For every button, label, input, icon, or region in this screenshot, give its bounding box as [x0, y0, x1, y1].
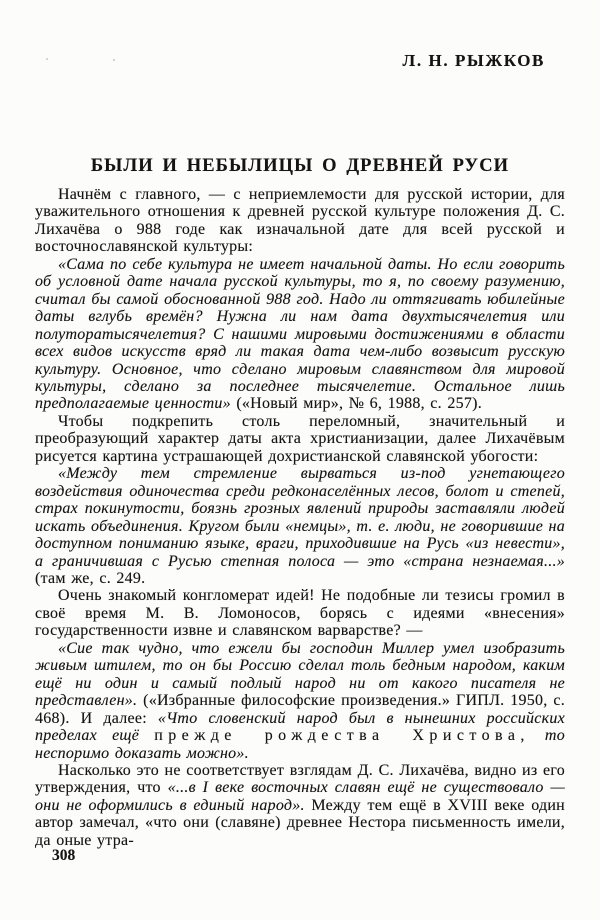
text-run-regular: («Избранные философские произведения.» ГИПЛ. 1950, с. 468). И далее: — [35, 692, 565, 727]
text-run-regular: Очень знакомый конгломерат идей! Не подобные ли тезисы громил в своё время М. В. Ломоносов, борясь с идеями «внесения» государственности извне и славянском варварстве? — — [35, 587, 565, 640]
text-run-regular: («Новый мир», № 6, 1988, с. 257). — [230, 395, 482, 413]
text-run-italic: «...в I веке восточных славян ещё не существовало — они не оформились в единый народ». — [35, 779, 565, 814]
text-run-regular: Между тем ещё в XVIII веке один автор замечал, «что они (славяне) древнее Нестора письменность имели, да оные утра- — [35, 796, 565, 849]
text-run-spaced: прежде рождества Христова, — [154, 727, 530, 745]
paragraph — [35, 640, 565, 762]
text-run-regular: Чтобы подкрепить столь переломный, значительный и преобразующий характер даты акта христианизации, далее Лихачёвым рисуется картина устрашающей дохристианской славянской убогости: — [35, 412, 565, 465]
text-run-italic: «Сама по себе культура не имеет начальной даты. Но если говорить об условной дате начала русской культуры, то я, по своему разумению, считал бы самой обоснованной 988 год. Надо ли оттягивать юбилейные даты вглубь времён? Нужна ли нам дата двухтысячелетия или полуторатысячелетия? С нашими мировыми достижениями в области всех видов искусств вряд ли такая дата чем-либо возвысит русскую культуру. Основное, что сделано мировым славянством для мировой культуры, сделано за последнее тысячелетие. Остальное лишь предполагаемые ценности» — [35, 255, 565, 413]
scan-speck — [113, 59, 115, 61]
text-run-italic: «Что словенский народ был в нынешних российских пределах ещё — [35, 709, 565, 745]
text-run-italic: то неспоримо доказать можно». — [35, 727, 565, 762]
text-run-regular: Начнём с главного, — с неприемлемости для русской истории, для уважительного отношения к древней русской культуре положения Д. С. Лихачёва о 988 годе как изначальной дате для всей русской и восточнославянской культуры: — [35, 186, 565, 256]
paragraph — [35, 762, 565, 849]
paragraph — [35, 413, 565, 465]
page-number: 308 — [52, 847, 76, 864]
paragraph — [35, 587, 565, 639]
author-name: Л. Н. РЫЖКОВ — [402, 51, 545, 70]
paragraph — [35, 256, 565, 413]
text-run-italic: «Между тем стремление вырваться из-под угнетающего воздействия одиночества среди редконаселённых лесов, болот и степей, страх покинутости, боязнь грозных явлений природы заставляли людей искать объединения. Кругом были «немцы», т. е. люди, не говорившие на доступном пониманию языке, враги, приходившие на Русь «из невести», а граничившая с Русью степная полоса — это «страна незнаемая...» — [35, 465, 565, 570]
text-run-regular: (там же, с. 249. — [35, 569, 146, 587]
paragraph — [35, 186, 565, 256]
text-run-regular: Насколько это не соответствует взглядам Д. С. Лихачёва, видно из его утверждения, что — [35, 761, 565, 797]
text-run-italic: «Сие так чудно, что ежели бы господин Миллер умел изобразить живым штилем, то он бы Россию сделал толь бедным народом, каким ещё ни один и самый подлый народ ни от какого писателя не представлен». — [35, 639, 565, 710]
scan-speck — [46, 58, 48, 60]
paragraph — [35, 465, 565, 587]
body-text — [35, 186, 565, 849]
article-title: БЫЛИ И НЕБЫЛИЦЫ О ДРЕВНЕЙ РУСИ — [90, 156, 510, 176]
